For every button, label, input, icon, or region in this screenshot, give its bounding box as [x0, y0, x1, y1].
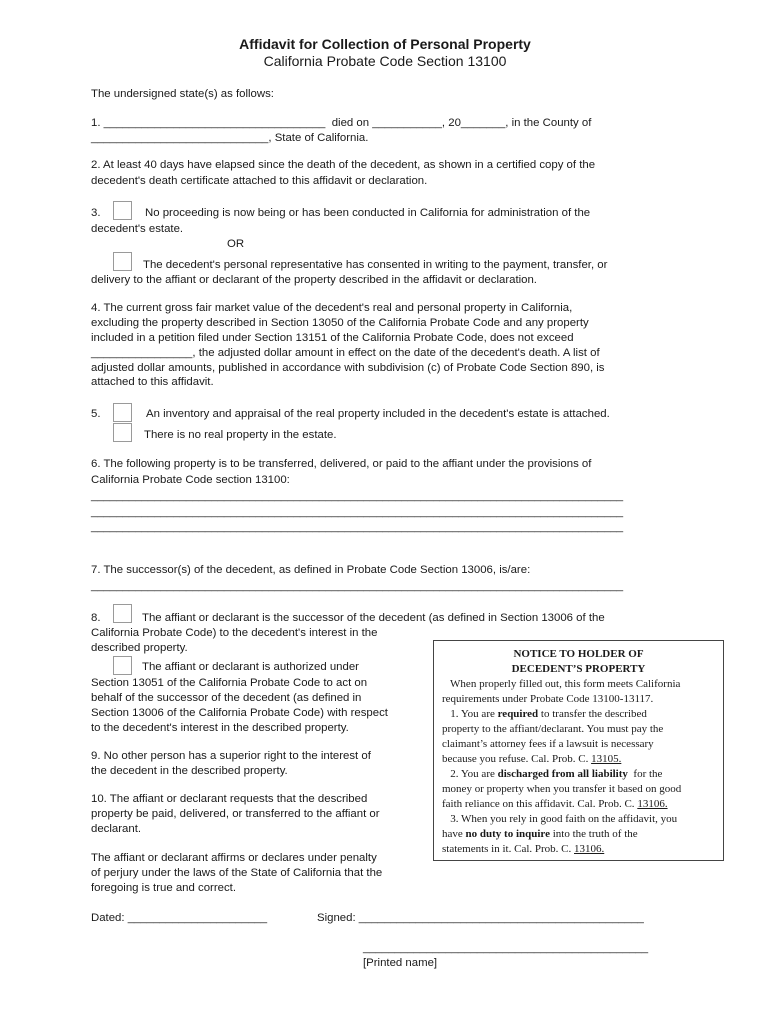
item3-no-proceeding-checkbox[interactable] [113, 201, 132, 220]
item5-option2: There is no real property in the estate. [144, 429, 337, 441]
item8-authorized-checkbox[interactable] [113, 656, 132, 675]
notice-no-duty-text: no duty to inquire [465, 828, 550, 840]
document-subtitle: California Probate Code Section 13100 [263, 53, 507, 69]
item8-number: 8. [91, 612, 101, 624]
dated-field[interactable]: Dated: ______________________ [91, 912, 268, 924]
item7-blank-line[interactable]: ____________________________________________________________________________________ [91, 580, 624, 592]
item8-successor-checkbox[interactable] [113, 604, 132, 623]
item4-line3: included in a petition filed under Section 13151 of the California Probate Code, does not exceed [91, 332, 574, 344]
item3-option1-line2: decedent's estate. [91, 223, 184, 235]
notice-intro-line1: When properly filled out, this form meets California [442, 678, 681, 690]
item3-option2-line2: delivery to the affiant or declarant of the property described in the affidavit or declaration. [91, 274, 537, 286]
printed-name-field[interactable]: _____________________________________________ [363, 942, 649, 954]
item4-line1: 4. The current gross fair market value of the decedent's real and personal property in California, [91, 302, 573, 314]
item2-line2: decedent's death certificate attached to this affidavit or declaration. [91, 175, 428, 187]
item4-line6: attached to this affidavit. [91, 376, 214, 388]
item8-option1-line2: California Probate Code) to the decedent's interest in the [91, 627, 378, 639]
notice-intro-line2: requirements under Probate Code 13100-13117. [442, 693, 654, 705]
item6-blank-line-2[interactable]: ____________________________________________________________________________________ [91, 506, 624, 518]
notice-citation-13106-a: 13106. [637, 798, 668, 810]
affirm-line2: of perjury under the laws of the State of California that the [91, 867, 383, 879]
item4-line4: ________________, the adjusted dollar amount in effect on the date of the decedent's death. A list of [91, 347, 600, 359]
item9-line1: 9. No other person has a superior right to the interest of [91, 750, 371, 762]
notice-heading-line2: DECEDENT’S PROPERTY [511, 663, 646, 675]
item7-line1: 7. The successor(s) of the decedent, as defined in Probate Code Section 13006, is/are: [91, 564, 531, 576]
item8-option2-line1: The affiant or declarant is authorized under [142, 661, 359, 673]
item6-blank-line-3[interactable]: ____________________________________________________________________________________ [91, 521, 624, 533]
item6-line2: California Probate Code section 13100: [91, 474, 290, 486]
item10-line1: 10. The affiant or declarant requests that the described [91, 793, 368, 805]
item5-inventory-checkbox[interactable] [113, 403, 132, 422]
intro-text: The undersigned state(s) as follows: [91, 88, 274, 100]
affirm-line1: The affiant or declarant affirms or declares under penalty [91, 852, 377, 864]
item5-no-real-property-checkbox[interactable] [113, 423, 132, 442]
item3-option1-line1: No proceeding is now being or has been conducted in California for administration of the [145, 207, 591, 219]
item3-consent-checkbox[interactable] [113, 252, 132, 271]
item10-line3: declarant. [91, 823, 142, 835]
item8-option1-line1: The affiant or declarant is the successor of the decedent (as defined in Section 13006 of the [142, 612, 605, 624]
item8-option2-line4: Section 13006 of the California Probate Code) with respect [91, 707, 388, 719]
notice-point2-line2: money or property when you transfer it based on good [442, 783, 682, 795]
notice-point1-line1: 1. You are required to transfer the described [442, 708, 647, 720]
item3-number: 3. [91, 207, 101, 219]
item6-line1: 6. The following property is to be transferred, delivered, or paid to the affiant under the provisions of [91, 458, 592, 470]
item5-option1: An inventory and appraisal of the real property included in the decedent's estate is attached. [146, 408, 610, 420]
item8-option2-line3: behalf of the successor of the decedent (as defined in [91, 692, 362, 704]
affirm-line3: foregoing is true and correct. [91, 882, 236, 894]
notice-point2-line3: faith reliance on this affidavit. Cal. Prob. C. 13106. [442, 798, 668, 810]
document-title: Affidavit for Collection of Personal Property [239, 36, 531, 52]
notice-point2-line1: 2. You are discharged from all liability for the [442, 768, 663, 780]
item10-line2: property be paid, delivered, or transferred to the affiant or [91, 808, 380, 820]
item1-line1: 1. ___________________________________ died on ___________, 20_______, in the County of [91, 117, 592, 129]
item9-line2: the decedent in the described property. [91, 765, 288, 777]
notice-point3-line2: have no duty to inquire into the truth of the [442, 828, 638, 840]
item2-line1: 2. At least 40 days have elapsed since the death of the decedent, as shown in a certified copy of the [91, 159, 596, 171]
item3-option2-line1: The decedent's personal representative has consented in writing to the payment, transfer, or [143, 259, 608, 271]
item5-number: 5. [91, 408, 101, 420]
notice-heading-line1: NOTICE TO HOLDER OF [513, 648, 644, 660]
notice-box [433, 640, 724, 861]
item8-option1-line3: described property. [91, 642, 188, 654]
item6-blank-line-1[interactable]: ____________________________________________________________________________________ [91, 490, 624, 502]
notice-citation-13106-b: 13106. [574, 843, 605, 855]
item3-or-text: OR [227, 238, 245, 250]
item8-option2-line5: to the decedent's interest in the described property. [91, 722, 349, 734]
printed-name-label: [Printed name] [363, 957, 438, 969]
notice-citation-13105: 13105. [591, 753, 622, 765]
notice-point3-line3: statements in it. Cal. Prob. C. 13106. [442, 843, 605, 855]
notice-point1-line4: because you refuse. Cal. Prob. C. 13105. [442, 753, 622, 765]
item1-line2: ____________________________, State of California. [91, 132, 369, 144]
notice-point1-line2: property to the affiant/declarant. You must pay the [442, 723, 664, 735]
item4-line2: excluding the property described in Section 13050 of the California Probate Code and any property [91, 317, 589, 329]
item8-option2-line2: Section 13051 of the California Probate Code to act on [91, 677, 368, 689]
notice-point3-line1: 3. When you rely in good faith on the affidavit, you [442, 813, 678, 825]
notice-point1-line3: claimant’s attorney fees if a lawsuit is necessary [442, 738, 654, 750]
notice-required-text: required [497, 708, 539, 720]
item4-line5: adjusted dollar amounts, published in accordance with subdivision (c) of Probate Code Section 890, is [91, 362, 605, 374]
notice-discharged-text: discharged from all liability [497, 768, 628, 780]
signed-field[interactable]: Signed: _____________________________________________ [317, 912, 644, 924]
